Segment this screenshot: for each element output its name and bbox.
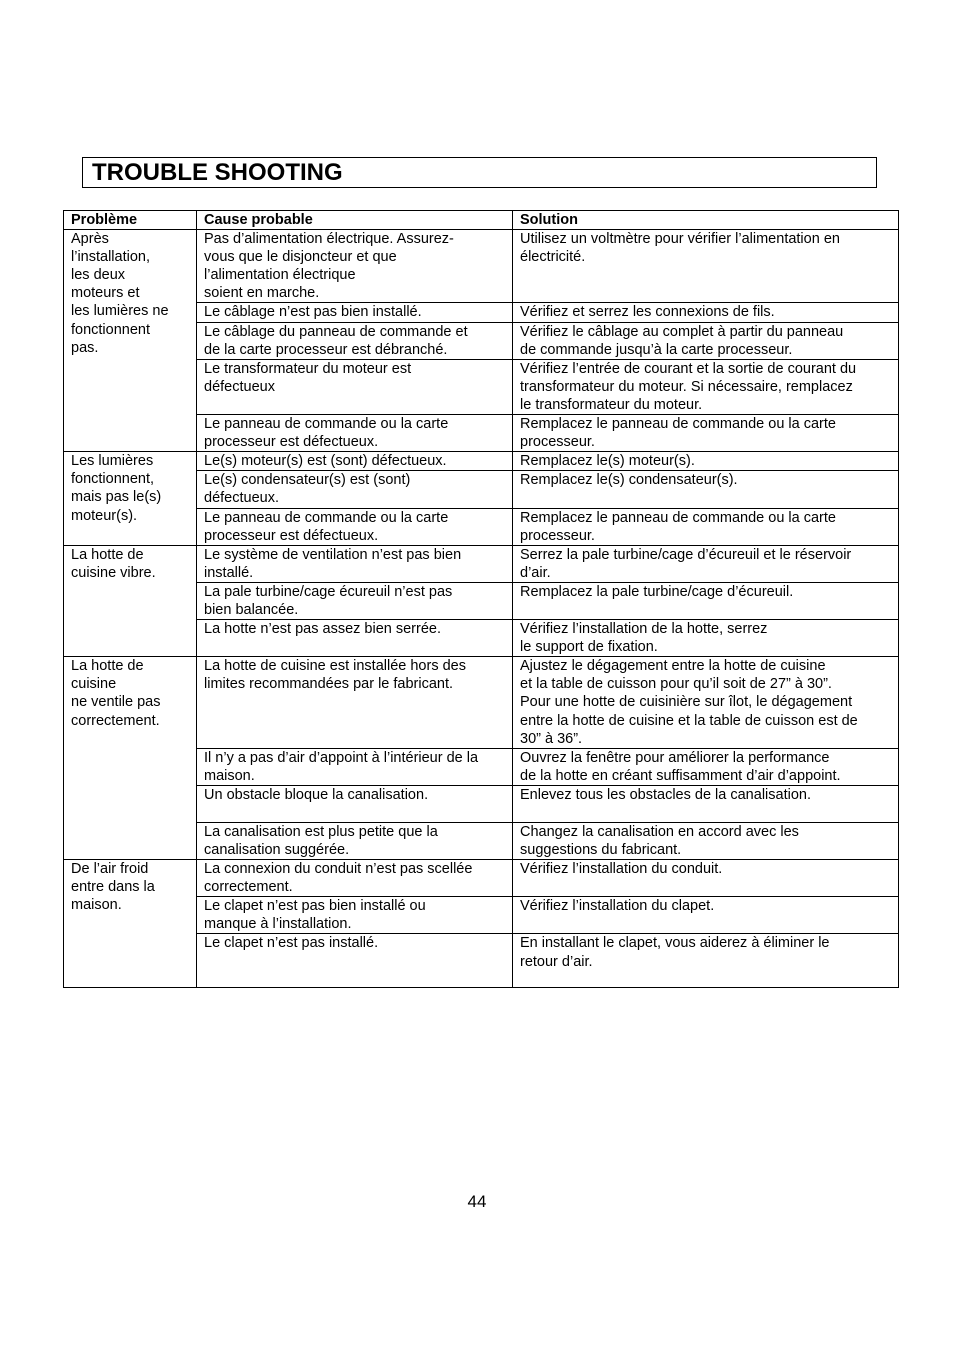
cause-cell: La canalisation est plus petite que la canalisation suggérée.	[197, 822, 513, 859]
page-number: 44	[467, 1192, 487, 1211]
solution-cell: Vérifiez le câblage au complet à partir du panneau de commande jusqu’à la carte processeur.	[513, 322, 899, 359]
cause-cell: Le(s) moteur(s) est (sont) défectueux.	[197, 452, 513, 471]
cause-cell: Il n’y a pas d’air d’appoint à l’intérieur de la maison.	[197, 748, 513, 785]
problem-cell: De l’air froid entre dans la maison.	[64, 860, 197, 988]
section-title: TROUBLE SHOOTING	[92, 159, 343, 186]
solution-cell: Vérifiez l’installation de la hotte, serrez le support de fixation.	[513, 620, 899, 657]
solution-cell: Vérifiez et serrez les connexions de fils.	[513, 303, 899, 322]
problem-cell: Les lumières fonctionnent, mais pas le(s) moteur(s).	[64, 452, 197, 545]
cause-cell: Un obstacle bloque la canalisation.	[197, 785, 513, 822]
solution-cell: Remplacez le panneau de commande ou la carte processeur.	[513, 415, 899, 452]
table-row	[64, 545, 899, 582]
troubleshooting-table	[63, 210, 899, 988]
section-title-box	[82, 157, 877, 188]
problem-cell: Après l’installation, les deux moteurs et les lumières ne fonctionnent pas.	[64, 230, 197, 452]
solution-cell: Ajustez le dégagement entre la hotte de cuisine et la table de cuisson pour qu’il soit de 27” à 30”. Pour une hotte de cuisinière sur îlot, le dégagement entre la hotte de cuisine et la table de cuisson est de 30” à 36”.	[513, 657, 899, 748]
solution-cell: Vérifiez l’entrée de courant et la sortie de courant du transformateur du moteur. Si nécessaire, remplacez le transformateur du moteur.	[513, 359, 899, 414]
solution-cell: Remplacez le panneau de commande ou la carte processeur.	[513, 508, 899, 545]
solution-cell: Remplacez le(s) moteur(s).	[513, 452, 899, 471]
cause-cell: La hotte de cuisine est installée hors des limites recommandées par le fabricant.	[197, 657, 513, 748]
table-row	[64, 230, 899, 303]
table-header-row	[64, 211, 899, 230]
cause-cell: Pas d’alimentation électrique. Assurez- vous que le disjoncteur et que l’alimentation électrique soient en marche.	[197, 230, 513, 303]
cause-cell: La pale turbine/cage écureuil n’est pas bien balancée.	[197, 582, 513, 619]
table-row	[64, 860, 899, 897]
table-row	[64, 452, 899, 471]
solution-cell: Enlevez tous les obstacles de la canalisation.	[513, 785, 899, 822]
solution-cell: Ouvrez la fenêtre pour améliorer la performance de la hotte en créant suffisamment d’air d’appoint.	[513, 748, 899, 785]
cause-cell: Le clapet n’est pas bien installé ou manque à l’installation.	[197, 897, 513, 934]
cause-cell: Le système de ventilation n’est pas bien installé.	[197, 545, 513, 582]
solution-cell: Remplacez le(s) condensateur(s).	[513, 471, 899, 508]
header-cause: Cause probable	[197, 211, 513, 230]
solution-cell: Remplacez la pale turbine/cage d’écureuil.	[513, 582, 899, 619]
solution-cell: Serrez la pale turbine/cage d’écureuil et le réservoir d’air.	[513, 545, 899, 582]
header-probleme: Problème	[64, 211, 197, 230]
problem-cell: La hotte de cuisine ne ventile pas correctement.	[64, 657, 197, 860]
cause-cell: Le panneau de commande ou la carte processeur est défectueux.	[197, 415, 513, 452]
solution-cell: En installant le clapet, vous aiderez à éliminer le retour d’air.	[513, 934, 899, 988]
cause-cell: Le câblage du panneau de commande et de la carte processeur est débranché.	[197, 322, 513, 359]
header-solution: Solution	[513, 211, 899, 230]
cause-cell: Le(s) condensateur(s) est (sont) défectueux.	[197, 471, 513, 508]
cause-cell: Le clapet n’est pas installé.	[197, 934, 513, 988]
solution-cell: Utilisez un voltmètre pour vérifier l’alimentation en électricité.	[513, 230, 899, 303]
solution-cell: Vérifiez l’installation du clapet.	[513, 897, 899, 934]
problem-cell: La hotte de cuisine vibre.	[64, 545, 197, 657]
solution-cell: Vérifiez l’installation du conduit.	[513, 860, 899, 897]
cause-cell: Le panneau de commande ou la carte processeur est défectueux.	[197, 508, 513, 545]
cause-cell: La hotte n’est pas assez bien serrée.	[197, 620, 513, 657]
cause-cell: Le transformateur du moteur est défectueux	[197, 359, 513, 414]
cause-cell: Le câblage n’est pas bien installé.	[197, 303, 513, 322]
cause-cell: La connexion du conduit n’est pas scellée correctement.	[197, 860, 513, 897]
table-row	[64, 657, 899, 748]
solution-cell: Changez la canalisation en accord avec les suggestions du fabricant.	[513, 822, 899, 859]
